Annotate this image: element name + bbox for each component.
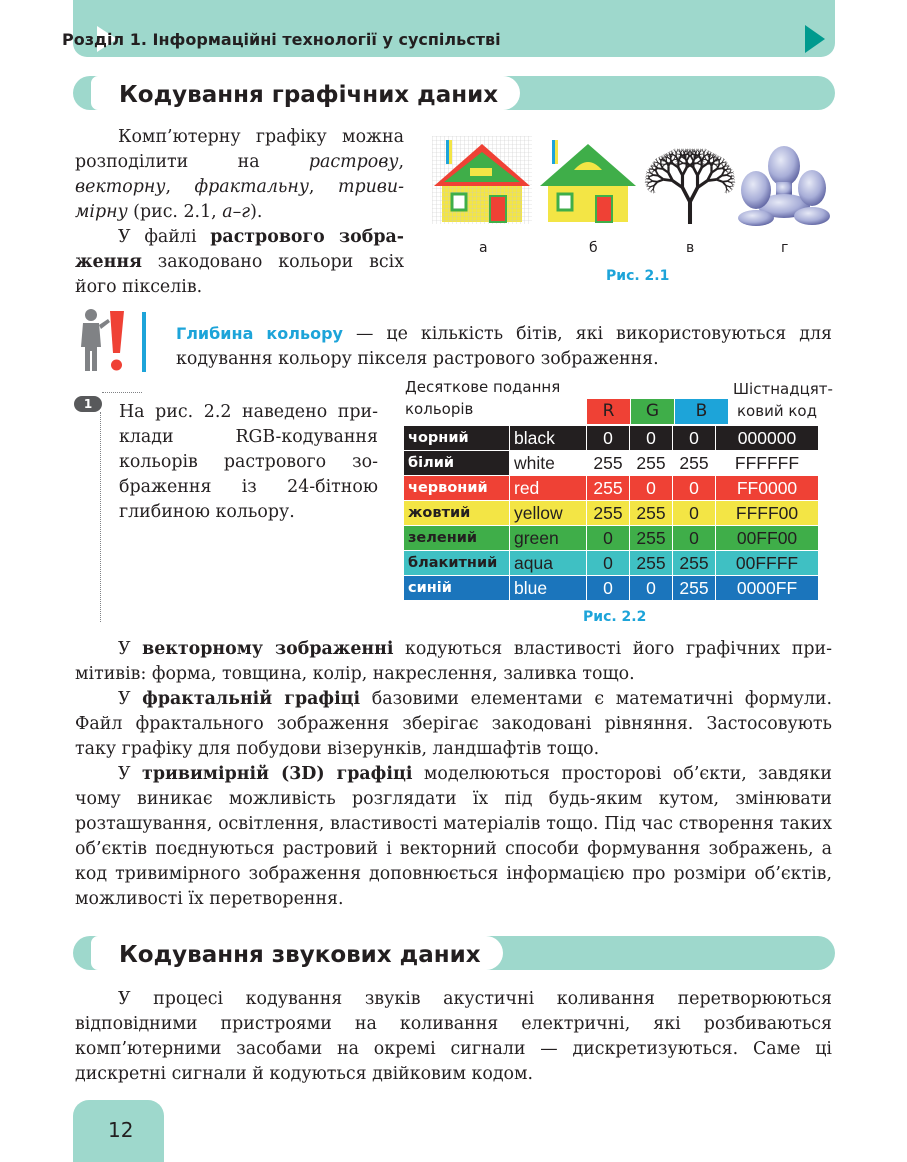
page-number: 12	[108, 1118, 134, 1142]
decimal-header-line-1: Десяткове подання	[405, 378, 561, 396]
color-row-black	[404, 426, 819, 451]
color-cell-hex: 00FFFF	[716, 551, 819, 576]
task-number-badge: 1	[74, 396, 102, 412]
3d-paragraph: У тривимірній (3D) графіці моделюються просторові об’єкти, завдяки чому виникає можливість розглядати їх під будь-яким кутом, змінювати розташування, освітлення, властивості матеріалів тощо. Під час створення таких об’єктів поєднуються растровий і векторний способи формування зображень, а код тривимірного зображення доповнюється інформацією про розміри об’єктів, можливості їх перетворення.	[75, 764, 832, 909]
definition-bar	[142, 312, 146, 372]
intro-paragraph-1: Комп’ютерну графіку можна розподілити на растрову, векторну, фрактальну, тривимірну (рис. 2.1, а–г).	[75, 127, 404, 222]
color-cell-en: green	[510, 526, 587, 551]
channel-g-header: G	[631, 399, 674, 424]
color-cell-en: white	[510, 451, 587, 476]
figure-2-1	[432, 134, 830, 259]
sound-text: У процесі кодування звуків акустичні коливання перетворюються відповідними пристроями на коливання електричні, які розбиваються комп’ютерними засобами на окремі сигнали — дискретизуються. Саме ці дискретні сигнали й кодуються двійковим кодом.	[75, 989, 832, 1084]
color-cell-hex: FF0000	[716, 476, 819, 501]
color-cell-r: 0	[587, 551, 630, 576]
hex-header-line-1: Шістнадцят-	[733, 380, 833, 398]
color-cell-hex: 00FF00	[716, 526, 819, 551]
color-row-green	[404, 526, 819, 551]
color-cell-g: 255	[630, 501, 673, 526]
figure-label-v: в	[686, 240, 695, 256]
triangle-right-icon	[805, 25, 825, 53]
color-row-red	[404, 476, 819, 501]
raster-house-image	[432, 136, 532, 224]
intro-text	[75, 125, 404, 300]
color-cell-g: 0	[630, 426, 673, 451]
color-cell-g: 0	[630, 476, 673, 501]
section-title-sound: Кодування звукових даних	[91, 936, 503, 970]
color-cell-r: 255	[587, 501, 630, 526]
figure-label-b: б	[589, 240, 598, 256]
section-heading-graphics	[73, 76, 835, 110]
color-cell-b: 255	[673, 576, 716, 601]
color-cell-b: 0	[673, 526, 716, 551]
section-title-graphics: Кодування графічних даних	[91, 76, 520, 110]
color-cell-b: 255	[673, 451, 716, 476]
color-cell-ua: червоний	[404, 476, 510, 501]
color-cell-hex: 000000	[716, 426, 819, 451]
color-cell-hex: 0000FF	[716, 576, 819, 601]
color-cell-g: 255	[630, 451, 673, 476]
color-cell-b: 0	[673, 501, 716, 526]
task-dotted-line-v	[100, 412, 101, 622]
figure-2-2-caption: Рис. 2.2	[583, 609, 647, 625]
chapter-title: Розділ 1. Інформаційні технології у суспільстві	[62, 30, 501, 49]
color-cell-en: yellow	[510, 501, 587, 526]
color-cell-ua: білий	[404, 451, 510, 476]
color-row-yellow	[404, 501, 819, 526]
color-cell-r: 0	[587, 576, 630, 601]
hex-header-line-2: ковий код	[737, 402, 817, 420]
body-text	[75, 637, 832, 912]
fractal-tree-image	[644, 134, 736, 226]
color-table	[403, 425, 819, 601]
color-cell-ua: зелений	[404, 526, 510, 551]
color-cell-ua: синій	[404, 576, 510, 601]
color-cell-g: 255	[630, 526, 673, 551]
color-cell-g: 0	[630, 576, 673, 601]
section-heading-sound	[73, 936, 835, 970]
intro-paragraph-2: У файлі растрового зображення закодовано кольори всіх його пікселів.	[75, 227, 404, 297]
color-cell-ua: жовтий	[404, 501, 510, 526]
color-cell-en: black	[510, 426, 587, 451]
color-cell-b: 255	[673, 551, 716, 576]
vector-paragraph: У векторному зображенні кодуються властивості його графічних примітивів: форма, товщина, колір, накреслення, заливка тощо.	[75, 639, 832, 684]
figure-label-g: г	[781, 240, 789, 256]
channel-r-header: R	[587, 399, 630, 424]
figure-2-1-caption: Рис. 2.1	[606, 268, 670, 284]
figure-label-a: а	[479, 240, 488, 256]
color-cell-r: 0	[587, 526, 630, 551]
color-row-aqua	[404, 551, 819, 576]
color-cell-r: 0	[587, 426, 630, 451]
color-row-blue	[404, 576, 819, 601]
task-text: На рис. 2.2 наведено приклади RGB-кодування кольорів растрового зображення із 24-бітною глибиною кольору.	[119, 402, 378, 522]
color-cell-hex: FFFF00	[716, 501, 819, 526]
3d-heads-image	[738, 140, 830, 226]
color-cell-ua: чорний	[404, 426, 510, 451]
fractal-paragraph: У фрактальній графіці базовими елементами є математичні формули. Файл фрактального зображення зберігає закодовані рівняння. Застосовують таку графіку для побудови візерунків, ландшафтів тощо.	[75, 689, 832, 759]
color-cell-b: 0	[673, 426, 716, 451]
color-cell-en: aqua	[510, 551, 587, 576]
color-row-white	[404, 451, 819, 476]
color-cell-r: 255	[587, 476, 630, 501]
color-cell-en: red	[510, 476, 587, 501]
color-cell-en: blue	[510, 576, 587, 601]
color-cell-r: 255	[587, 451, 630, 476]
vector-house-image	[538, 136, 638, 224]
decimal-header-line-2: кольорів	[405, 400, 474, 418]
color-cell-g: 255	[630, 551, 673, 576]
definition-text: Глибина кольору — це кількість бітів, які використовуються для кодування кольору пікселя растрового зображення.	[176, 324, 833, 369]
channel-b-header: B	[675, 399, 728, 424]
attention-icon	[78, 307, 130, 373]
color-cell-hex: FFFFFF	[716, 451, 819, 476]
color-cell-b: 0	[673, 476, 716, 501]
color-cell-ua: блакитний	[404, 551, 510, 576]
task-dotted-line-h	[102, 392, 142, 393]
